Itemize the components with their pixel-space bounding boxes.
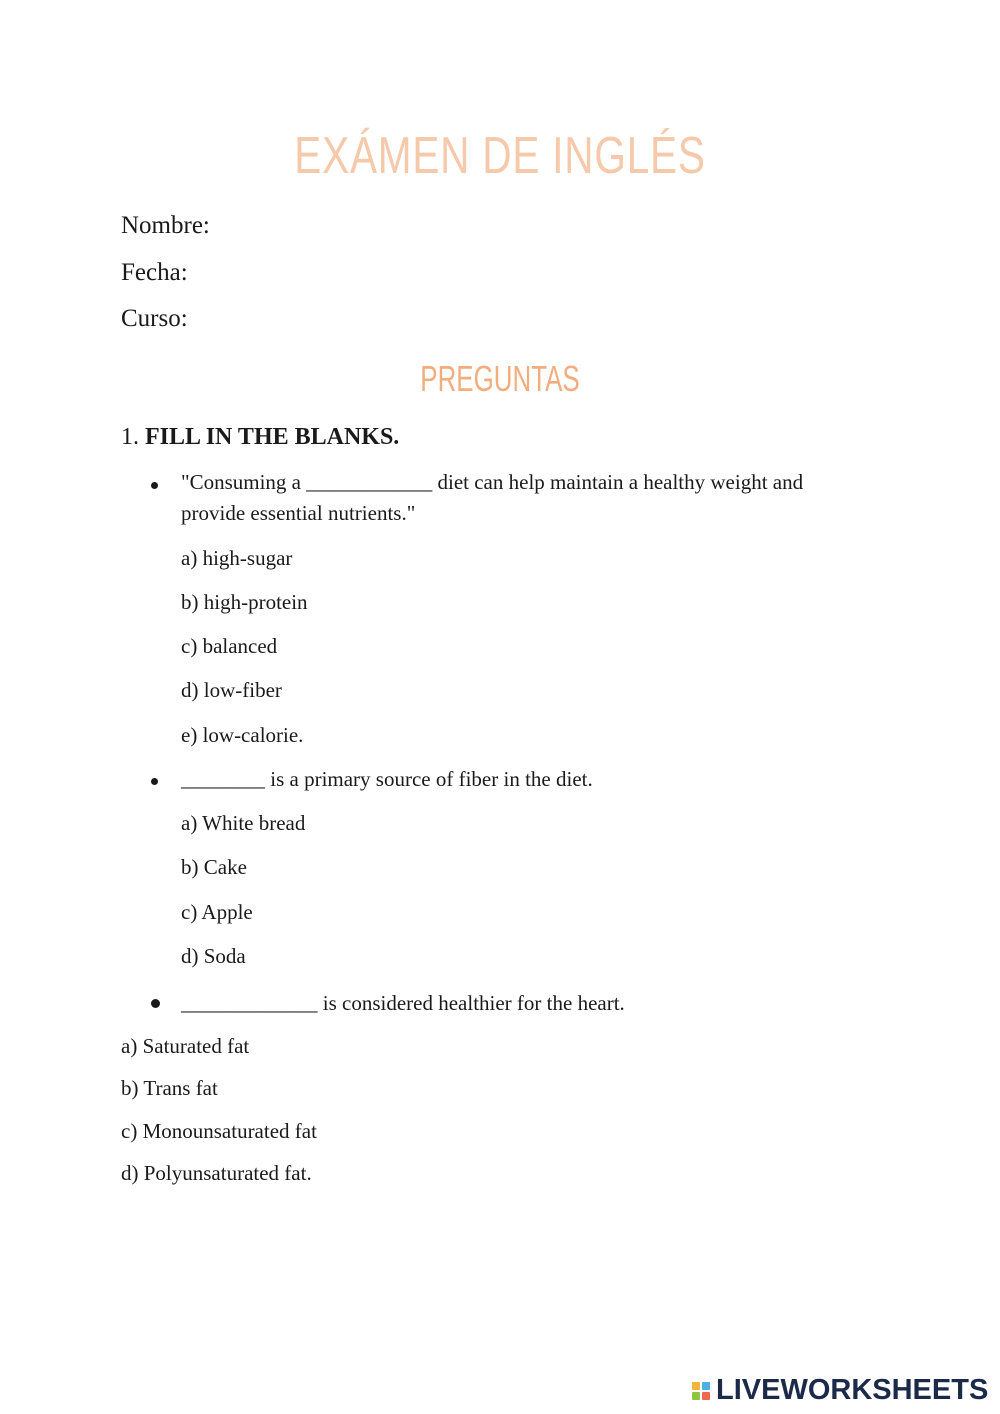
question-number: 1. <box>121 424 139 450</box>
item-3-option-c: c) Monounsaturated fat <box>121 1119 317 1143</box>
logo-text: LIVEWORKSHEETS <box>716 1374 989 1406</box>
item-2-option-c: c) Apple <box>181 900 253 924</box>
item-2-prompt-line1: ________ is a primary source of fiber in the diet. <box>181 767 593 791</box>
liveworksheets-logo-icon <box>692 1382 710 1400</box>
section-title: PREGUNTAS <box>420 358 580 399</box>
bullet-icon <box>151 999 160 1008</box>
item-1-prompt-line1: "Consuming a ____________ diet can help maintain a healthy weight and <box>181 470 804 494</box>
item-2-option-a: a) White bread <box>181 811 306 835</box>
logo-square-yellow <box>692 1382 700 1390</box>
item-1-option-a: a) high-sugar <box>181 546 293 570</box>
date-label: Fecha: <box>121 259 188 286</box>
item-3-prompt-line1: _____________ is considered healthier for the heart. <box>181 991 625 1015</box>
liveworksheets-logo <box>692 1374 988 1407</box>
logo-square-green <box>692 1392 700 1400</box>
bullet-icon <box>151 482 158 489</box>
item-1-option-b: b) high-protein <box>181 590 308 614</box>
item-1-prompt-line2: provide essential nutrients." <box>181 501 416 525</box>
item-1-option-d: d) low-fiber <box>181 678 282 702</box>
logo-square-blue <box>702 1382 710 1390</box>
item-3-option-d: d) Polyunsaturated fat. <box>121 1161 312 1185</box>
item-1-option-e: e) low-calorie. <box>181 723 304 747</box>
item-2-option-b: b) Cake <box>181 855 247 879</box>
item-1-option-c: c) balanced <box>181 634 278 658</box>
item-2-option-d: d) Soda <box>181 944 246 968</box>
item-3-option-a: a) Saturated fat <box>121 1034 250 1058</box>
exam-title: EXÁMEN DE INGLÉS <box>294 127 706 185</box>
name-label: Nombre: <box>121 212 210 239</box>
bullet-icon <box>151 778 158 785</box>
question-heading-text: FILL IN THE BLANKS. <box>145 424 400 450</box>
course-label: Curso: <box>121 305 188 332</box>
item-3-option-b: b) Trans fat <box>121 1076 218 1100</box>
logo-square-red <box>702 1392 710 1400</box>
question-heading <box>121 424 399 451</box>
